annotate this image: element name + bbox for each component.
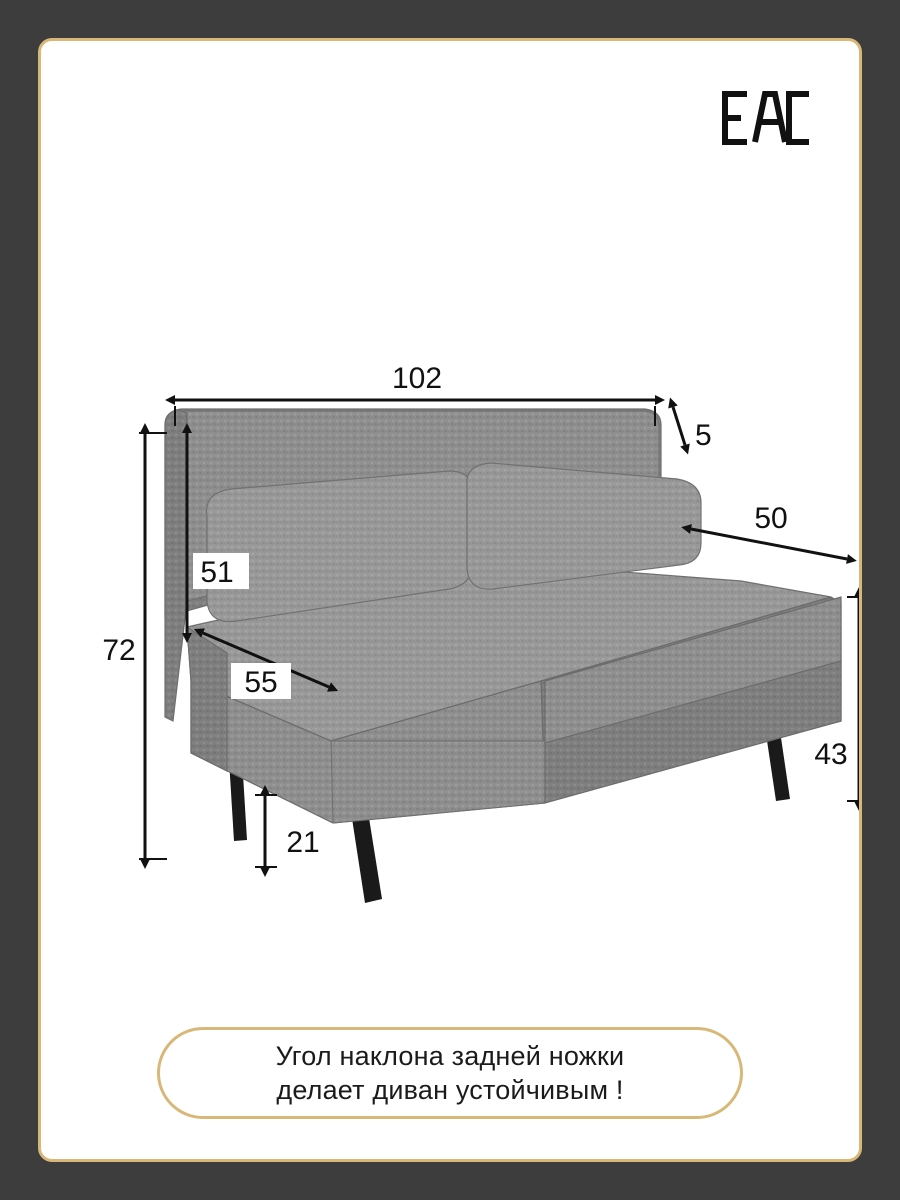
product-image-card	[38, 38, 862, 1162]
dimension-label-seat-depth: 55	[244, 666, 278, 699]
dimension-label-width: 102	[391, 362, 443, 395]
dimension-label-back-thickness: 5	[695, 419, 712, 452]
caption-line-2: делает диван устойчивым !	[276, 1075, 624, 1105]
sofa-dimension-diagram	[41, 41, 859, 1159]
caption-text	[276, 1039, 625, 1107]
caption-line-1: Угол наклона задней ножки	[275, 1041, 625, 1071]
dimension-label-back-leg: 43	[814, 738, 848, 771]
dimension-label-total-height: 72	[102, 634, 136, 667]
dimension-label-front-leg: 21	[286, 826, 320, 859]
dimension-label-seat-back: 51	[200, 556, 234, 589]
caption-pill	[157, 1027, 743, 1119]
dimension-label-depth: 50	[754, 502, 788, 535]
